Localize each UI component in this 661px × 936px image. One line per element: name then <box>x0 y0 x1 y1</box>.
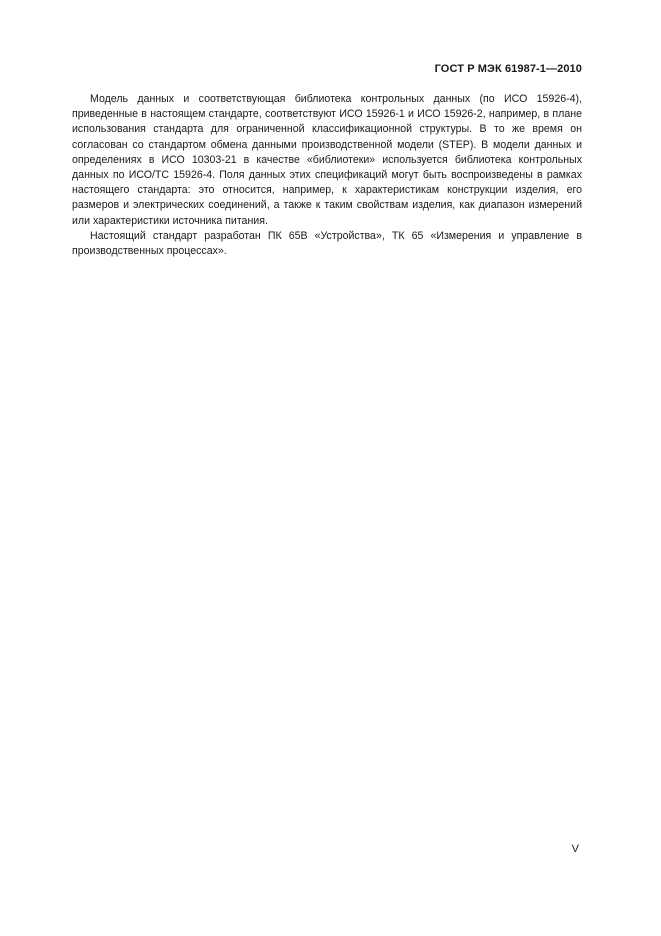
paragraph-data-model: Модель данных и соответствующая библиотека контрольных данных (по ИСО 15926-4), приведенные в настоящем стандарте, соответствуют ИСО 15926-1 и ИСО 15926-2, например, в плане использования стандарта для ограниченной классификационной структуры. В то же время он согласован со стандартом обмена данными производственной модели (STEP). В модели данных и определениях в ИСО 10303-21 в качестве «библиотеки» используется библиотека контрольных данных по ИСО/ТС 15926-4. Поля данных этих спецификаций могут быть воспроизведены в рамках настоящего стандарта: это относится, например, к характеристикам конструкции изделия, его размеров и электрических соединений, а также к таким свойствам изделия, как диапазон измерений или характеристики источника питания. <box>72 93 582 227</box>
page-number: V <box>571 843 579 855</box>
body-text <box>72 92 582 259</box>
paragraph-developer: Настоящий стандарт разработан ПК 65В «Устройства», ТК 65 «Измерения и управление в производственных процессах». <box>72 229 582 258</box>
standard-code-header: ГОСТ Р МЭК 61987-1—2010 <box>434 63 582 75</box>
